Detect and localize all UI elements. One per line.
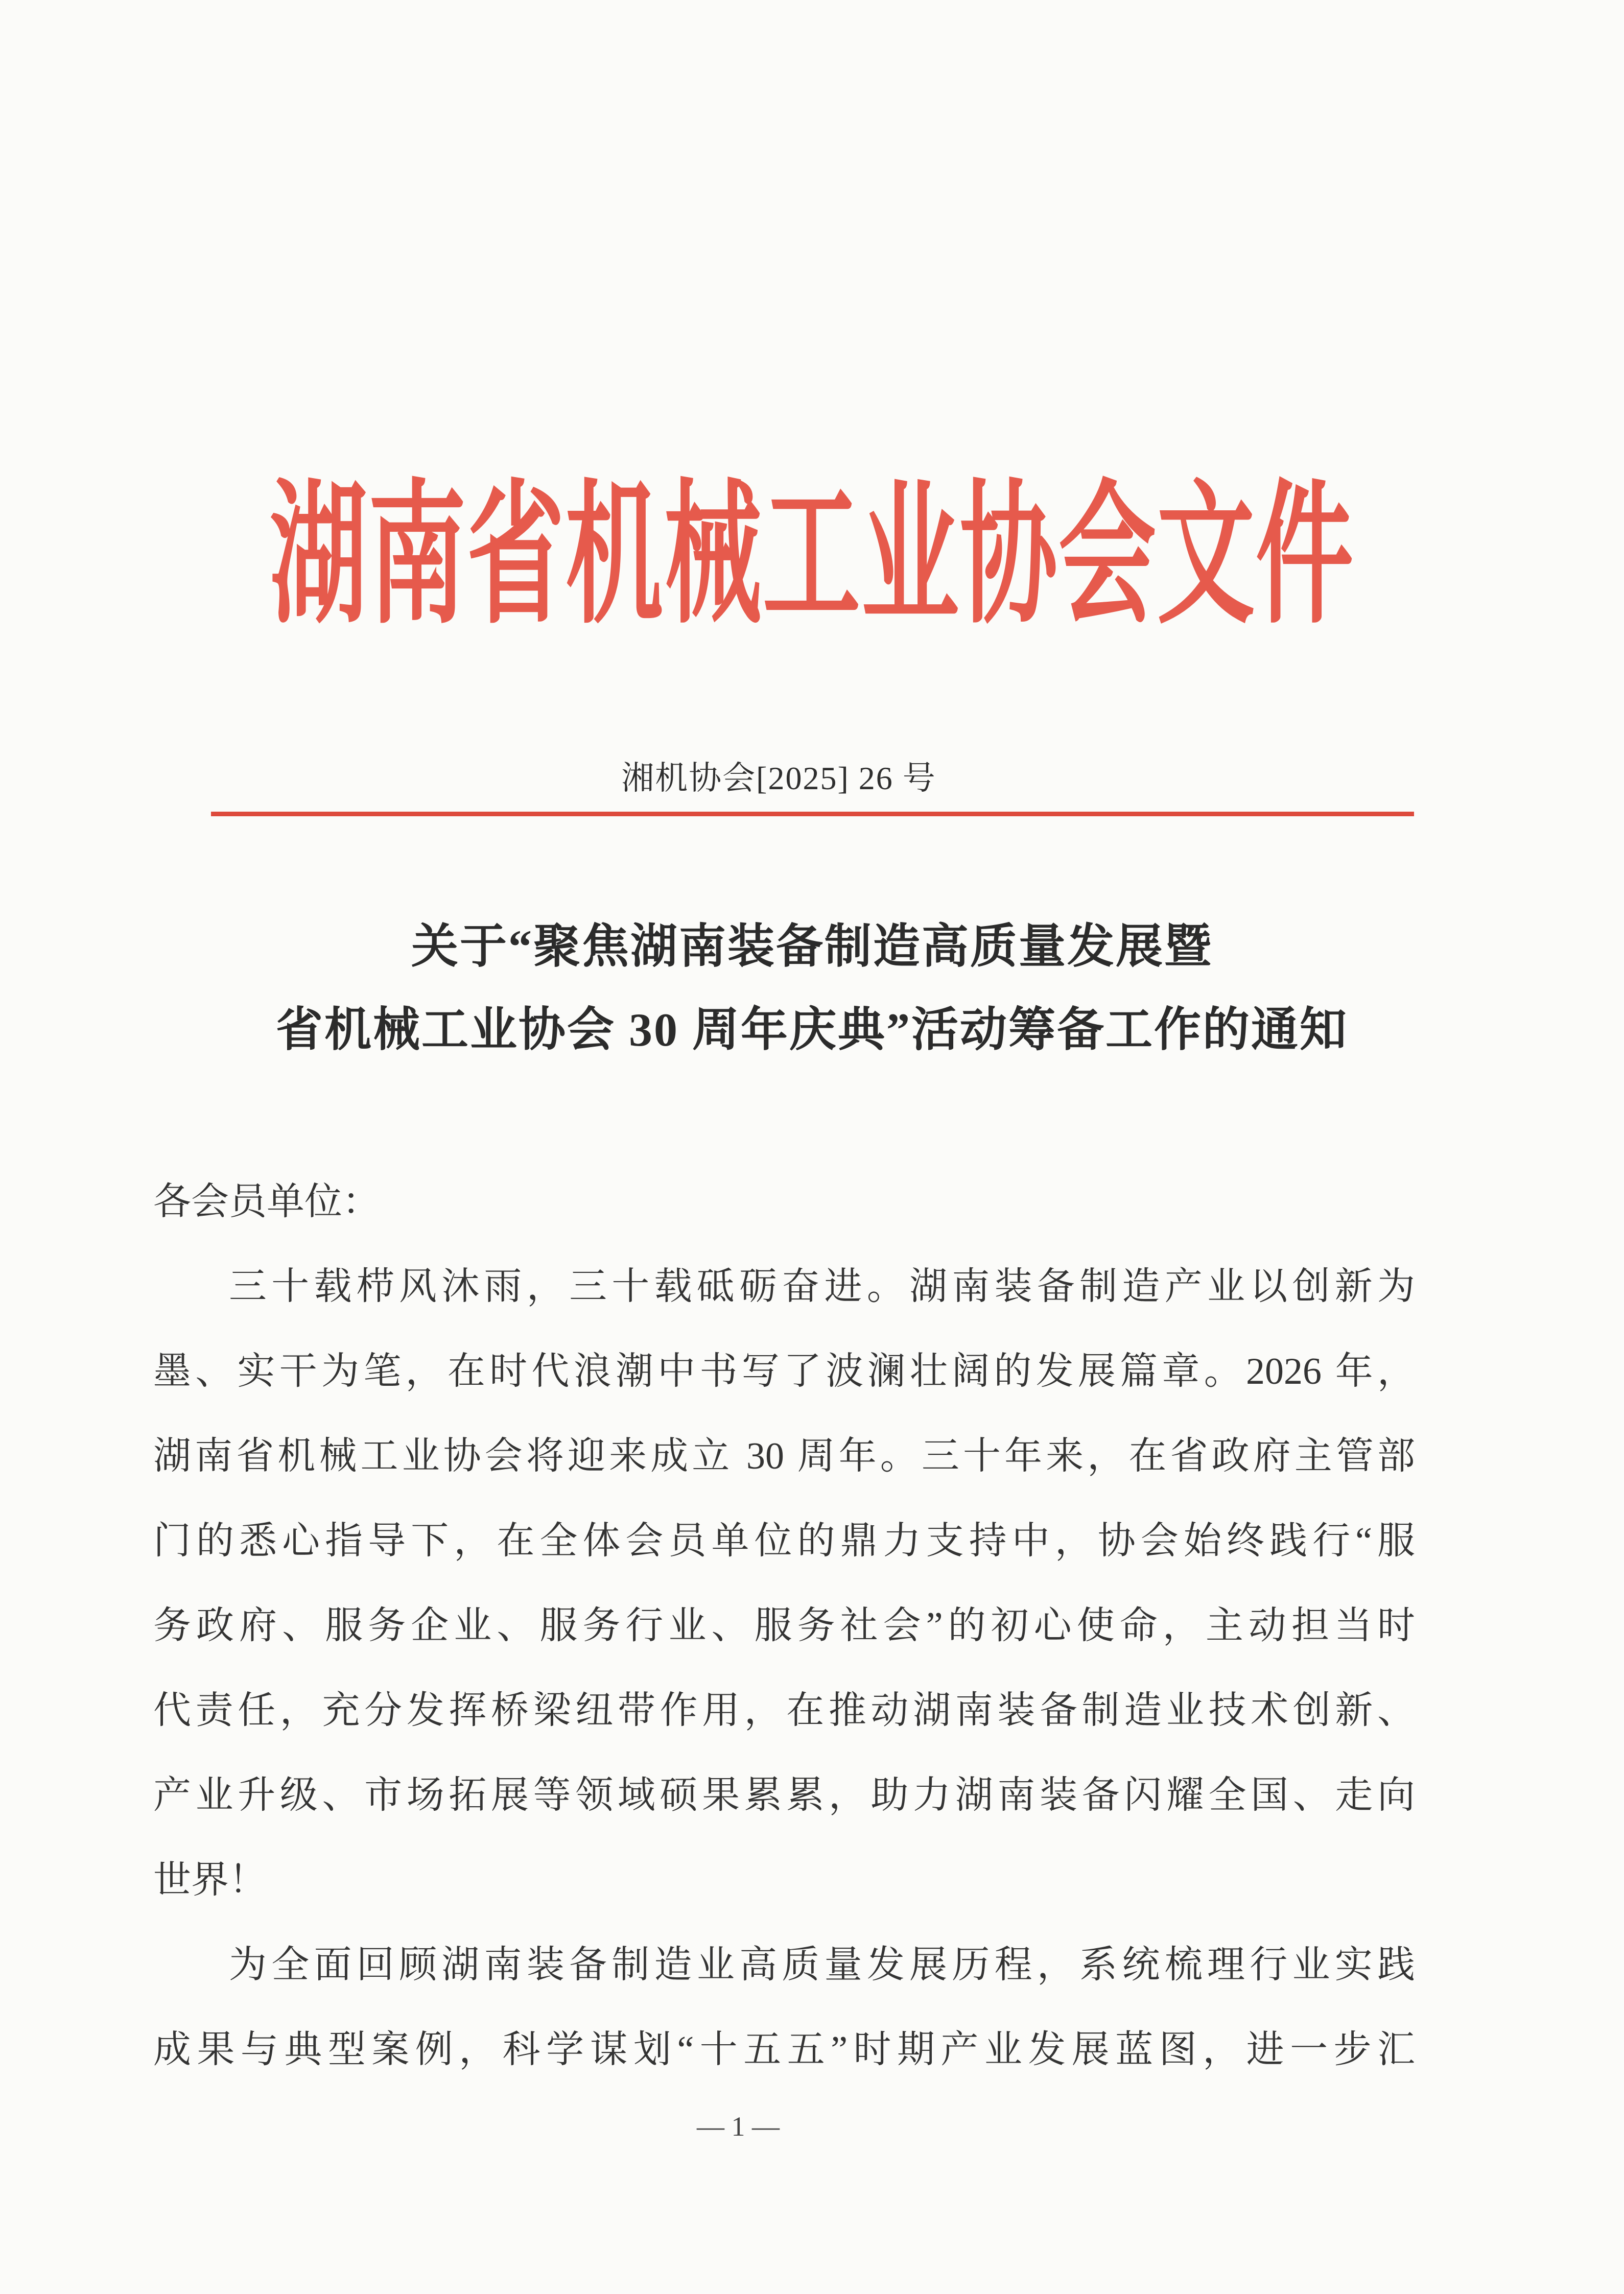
document-title-line1: 关于“聚焦湖南装备制造高质量发展暨 bbox=[411, 920, 1213, 973]
body-line: 世界！ bbox=[153, 1859, 267, 1901]
body-line: 门的悉心指导下，在全体会员单位的鼎力支持中，协会始终践行“服 bbox=[153, 1520, 1415, 1562]
letterhead-banner bbox=[0, 462, 1624, 642]
document-number: 湘机协会[2025] 26 号 bbox=[621, 760, 936, 796]
body-line: 湖南省机械工业协会将迎来成立 30 周年。三十年来，在省政府主管部 bbox=[153, 1435, 1415, 1477]
document-title bbox=[0, 905, 1624, 1072]
body-line: 成果与典型案例，科学谋划“十五五”时期产业发展蓝图，进一步汇 bbox=[153, 2029, 1415, 2071]
body-line: 为全面回顾湖南装备制造业高质量发展历程，系统梳理行业实践 bbox=[229, 1944, 1415, 1986]
body-line: 墨、实干为笔，在时代浪潮中书写了波澜壮阔的发展篇章。2026 年， bbox=[153, 1351, 1415, 1392]
body-line: 务政府、服务企业、服务行业、服务社会”的初心使命，主动担当时 bbox=[153, 1605, 1415, 1647]
document-number-row bbox=[0, 752, 1624, 799]
red-separator-line bbox=[211, 812, 1414, 816]
letterhead-title: 湖南省机械工业协会文件 bbox=[270, 471, 1354, 642]
body-line: 代责任，充分发挥桥梁纽带作用，在推动湖南装备制造业技术创新、 bbox=[153, 1690, 1415, 1732]
document-title-line2: 省机械工业协会 30 周年庆典”活动筹备工作的通知 bbox=[275, 1004, 1348, 1056]
body-line: 产业升级、市场拓展等领域硕果累累，助力湖南装备闪耀全国、走向 bbox=[153, 1775, 1415, 1816]
document-body bbox=[153, 1160, 1415, 2092]
body-line: 三十载栉风沐雨，三十载砥砺奋进。湖南装备制造产业以创新为 bbox=[229, 1266, 1415, 1308]
salutation: 各会员单位： bbox=[153, 1181, 380, 1223]
page-number: — 1 — bbox=[697, 2111, 780, 2142]
